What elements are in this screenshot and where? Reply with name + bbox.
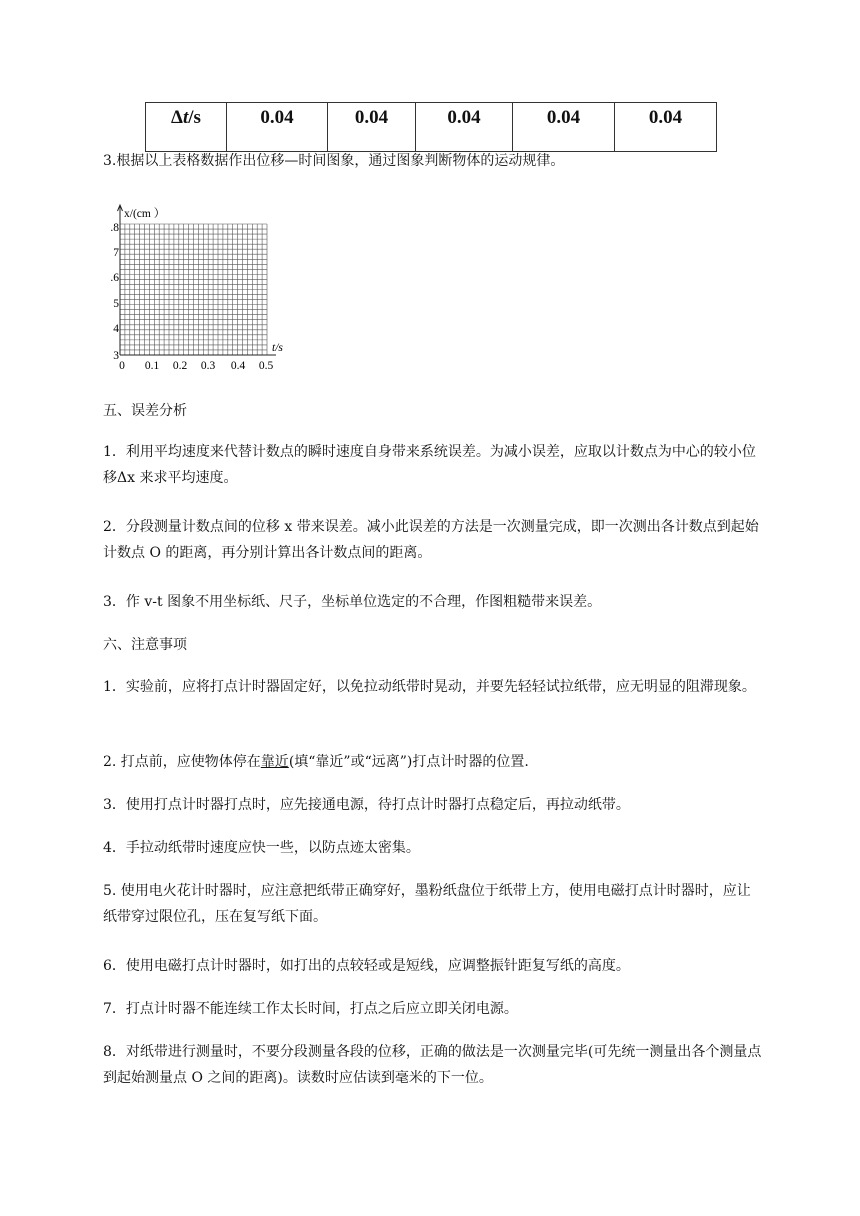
table-header-cell: Δt/s [146,103,227,152]
list-item: 1．实验前，应将打点计时器固定好，以免拉动纸带时晃动，并要先轻轻试拉纸带，应无明显的阻滞现象。 [103,679,756,695]
list-item: 3．作 v-t 图象不用坐标纸、尺子，坐标单位选定的不合理，作图粗糙带来误差。 [103,594,602,610]
x-tick-label: 0 [119,360,125,372]
list-item: 2. 打点前，应使物体停在靠近(填“靠近”或“远离”)打点计时器的位置. [103,754,529,770]
section-6-title: 六、注意事项 [103,637,187,653]
displacement-time-grid [104,200,304,375]
x-tick-label: 0.4 [230,360,246,372]
x-tick-label: 0.3 [200,360,216,372]
y-tick-label: 5 [113,298,119,310]
data-table [145,102,717,152]
table-row [146,103,717,152]
y-tick-label: .6 [110,272,119,284]
table-cell: 0.04 [227,103,328,152]
list-item: 3．使用打点计时器打点时，应先接通电源，待打点计时器打点稳定后，再拉动纸带。 [103,797,630,813]
x-tick-label: 0.5 [258,360,274,372]
y-tick-label: 7 [113,247,119,259]
y-axis-label: x/(cm ） [124,208,166,220]
table-cell: 0.04 [416,103,513,152]
list-item: 4．手拉动纸带时速度应快一些，以防点迹太密集。 [103,840,420,856]
list-item: 1．利用平均速度来代替计数点的瞬时速度自身带来系统误差。为减小误差，应取以计数点为中心的较小位移Δx 来求平均速度。 [103,444,756,486]
y-tick-label: 3 [113,350,119,362]
y-tick-label: .8 [110,222,119,234]
x-tick-label: 0.2 [172,360,188,372]
list-item: 7．打点计时器不能连续工作太长时间，打点之后应立即关闭电源。 [103,1001,518,1017]
table-cell: 0.04 [615,103,717,152]
y-tick-label: 4 [113,323,119,335]
table-cell: 0.04 [328,103,416,152]
list-item: 8．对纸带进行测量时，不要分段测量各段的位移，正确的做法是一次测量完毕(可先统一测量出各个测量点到起始测量点 O 之间的距离)。读数时应估读到毫米的下一位。 [103,1044,762,1086]
list-item: 6．使用电磁打点计时器时，如打出的点较轻或是短线，应调整振针距复写纸的高度。 [103,958,630,974]
x-tick-label: 0.1 [144,360,160,372]
list-item: 5. 使用电火花计时器时，应注意把纸带正确穿好，墨粉纸盘位于纸带上方，使用电磁打点计时器时，应让纸带穿过限位孔，压在复写纸下面。 [103,883,751,925]
list-item: 2．分段测量计数点间的位移 x 带来误差。减小此误差的方法是一次测量完成，即一次测出各计数点到起始计数点 O 的距离，再分别计算出各计数点间的距离。 [103,519,759,561]
question-3: 3.根据以上表格数据作出位移—时间图象，通过图象判断物体的运动规律。 [103,153,565,169]
table-cell: 0.04 [513,103,615,152]
filled-answer: 靠近 [260,754,289,770]
section-5-title: 五、误差分析 [103,403,187,419]
x-axis-label: t/s [272,342,283,354]
